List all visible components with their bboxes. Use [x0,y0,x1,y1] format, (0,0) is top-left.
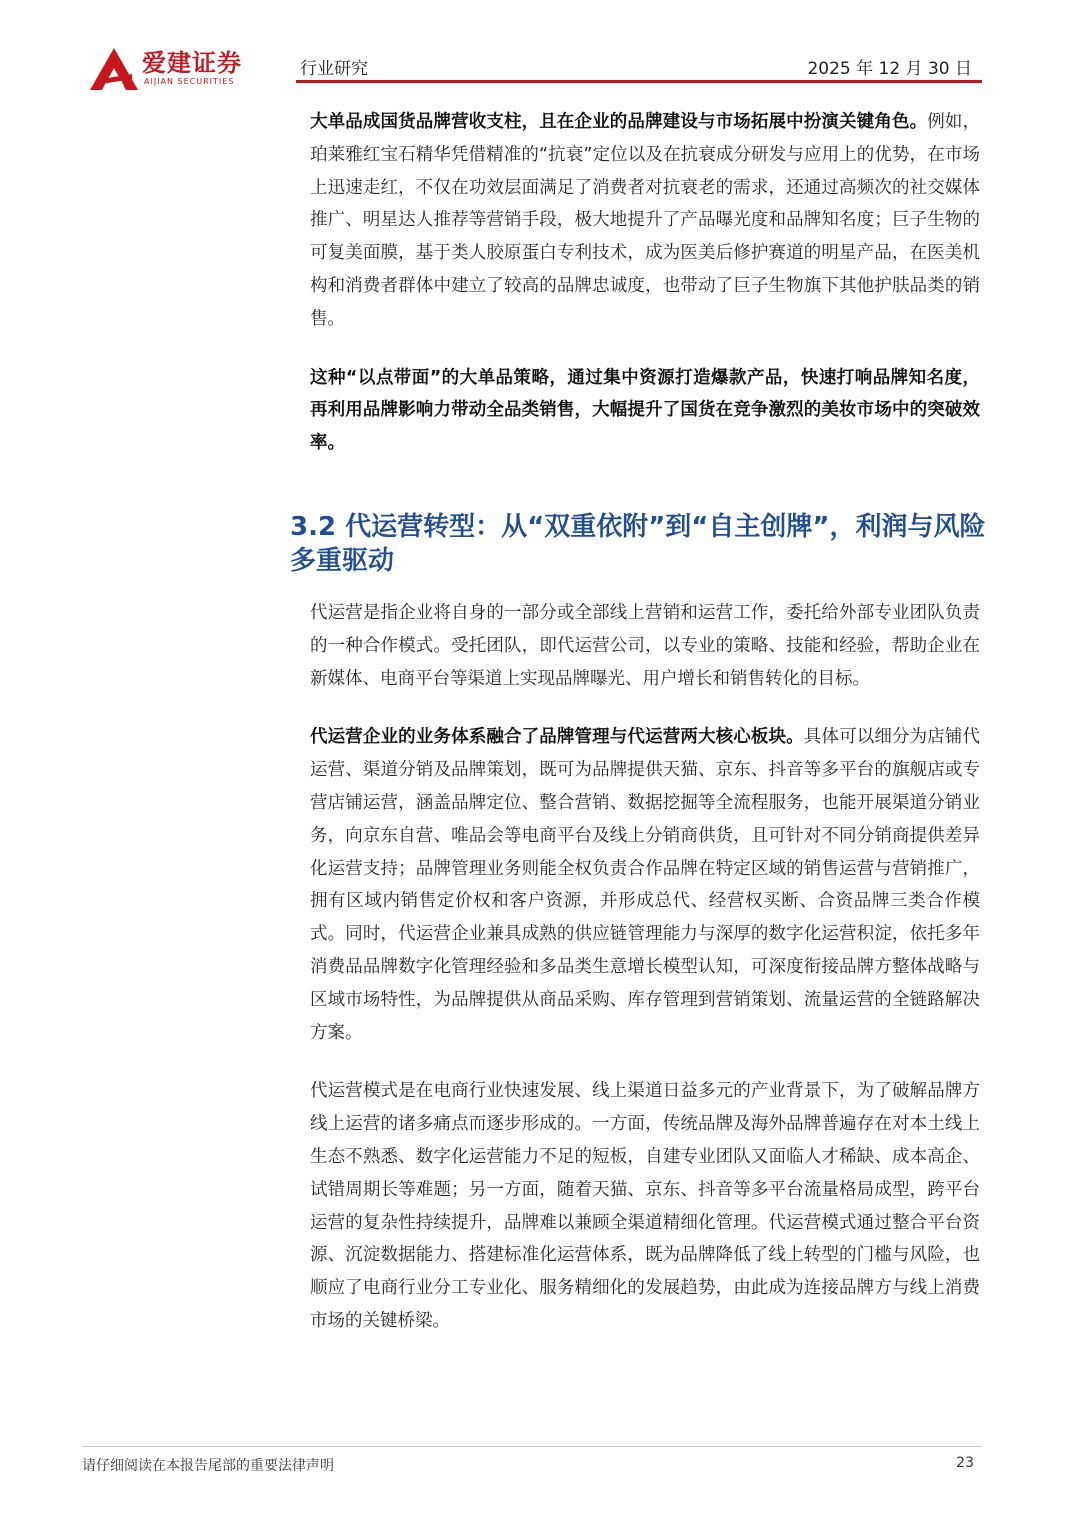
report-category: 行业研究 [300,59,368,79]
paragraph-body: 具体可以细分为店铺代运营、渠道分销及品牌策划，既可为品牌提供天猫、京东、抖音等多平台的旗舰店或专营店铺运营，涵盖品牌定位、整合营销、数据挖掘等全流程服务，也能开展渠道分销业务，向京东自营、唯品会等电商平台及线上分销商供货，且可针对不同分销商提供差异化运营支持；品牌管理业务则能全权负责合作品牌在特定区域的销售运营与营销推广，拥有区域内销售定价权和客户资源，并形成总代、经营权买断、合资品牌三类合作模式。同时，代运营企业兼具成熟的供应链管理能力与深厚的数字化运营积淀，依托多年消费品品牌数字化管理经验和多品类生意增长模型认知，可深度衔接品牌方整体战略与区域市场特性，为品牌提供从商品采购、库存管理到营销策划、流量运营的全链路解决方案。 [310,727,981,1043]
company-logo [90,48,260,90]
content-block-2 [310,597,980,1364]
logo-name: 爱建证券 [142,49,242,77]
paragraph-body: 例如，珀莱雅红宝石精华凭借精准的“抗衰”定位以及在抗衰成分研发与应用上的优势，在市场上迅速走红，不仅在功效层面满足了消费者对抗衰老的需求，还通过高频次的社交媒体推广、明星达人推荐等营销手段，极大地提升了产品曝光度和品牌知名度；巨子生物的可复美面膜，基于类人胶原蛋白专利技术，成为医美后修护赛道的明星产品，在医美机构和消费者群体中建立了较高的品牌忠诚度，也带动了巨子生物旗下其他护肤品类的销售。 [310,112,981,329]
section-heading: 3.2 代运营转型：从“双重依附”到“自主创牌”，利润与风险多重驱动 [290,512,986,576]
paragraph-background: 代运营模式是在电商行业快速发展、线上渠道日益多元的产业背景下，为了破解品牌方线上运营的诸多痛点而逐步形成的。一方面，传统品牌及海外品牌普遍存在对本土线上生态不熟悉、数字化运营能力不足的短板，自建专业团队又面临人才稀缺、成本高企、试错周期长等难题；另一方面，随着天猫、京东、抖音等多平台流量格局成型，跨平台运营的复杂性持续提升，品牌难以兼顾全渠道精细化管理。代运营模式通过整合平台资源、沉淀数据能力、搭建标准化运营体系，既为品牌降低了线上转型的门槛与风险，也顺应了电商行业分工专业化、服务精细化的发展趋势，由此成为连接品牌方与线上消费市场的关键桥梁。 [310,1081,980,1331]
paragraph-flagship-products [310,106,980,336]
report-date: 2025 年 12 月 30 日 [807,59,972,79]
footer-divider [82,1446,982,1447]
paragraph-business-system [310,721,980,1049]
paragraph-definition: 代运营是指企业将自身的一部分或全部线上营销和运营工作，委托给外部专业团队负责的一种合作模式。受托团队，即代运营公司，以专业的策略、技能和经验，帮助企业在新媒体、电商平台等渠道上实现品牌曝光、用户增长和销售转化的目标。 [310,603,980,689]
header-divider [296,80,982,83]
page-number: 23 [956,1455,974,1471]
page-header [90,42,982,90]
aijian-logo-icon [90,48,138,90]
paragraph-bold-lead: 代运营企业的业务体系融合了品牌管理与代运营两大核心板块。 [310,727,804,748]
paragraph-bold-text: 这种“以点带面”的大单品策略，通过集中资源打造爆款产品，快速打响品牌知名度，再利用品牌影响力带动全品类销售，大幅提升了国货在竞争激烈的美妆市场中的突破效率。 [310,367,980,454]
paragraph-bold-lead: 大单品成国货品牌营收支柱，且在企业的品牌建设与市场拓展中扮演关键角色。 [310,112,928,132]
footer-disclaimer: 请仔细阅读在本报告尾部的重要法律声明 [82,1458,334,1474]
logo-subtitle: AIJIAN SECURITIES [144,77,235,86]
paragraph-strategy-summary [310,362,980,460]
content-block-1 [310,106,980,486]
